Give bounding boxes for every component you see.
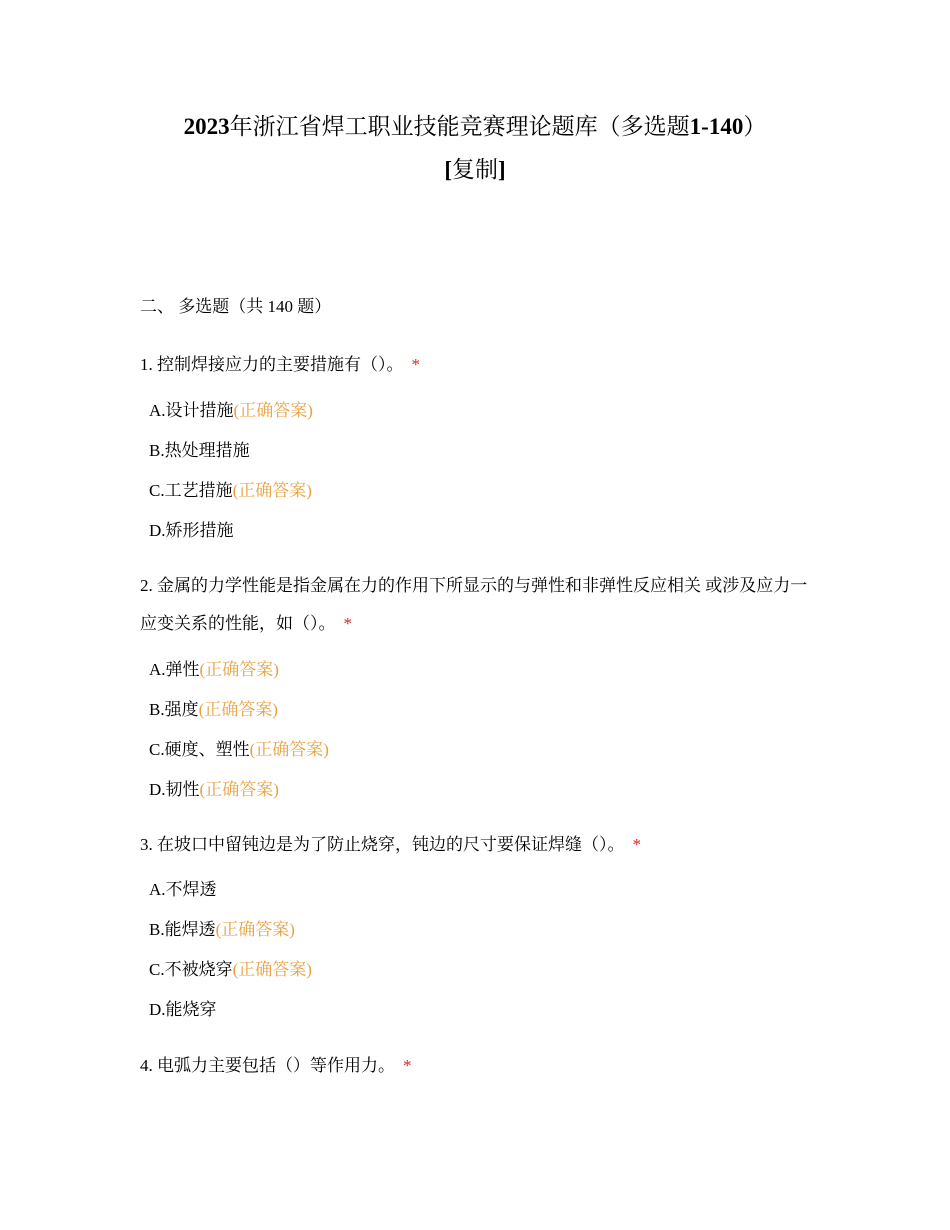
title-year: 2023 [183,114,230,139]
question-3 [140,826,810,864]
option-3c[interactable] [149,958,312,982]
question-2 [140,567,810,643]
correct-answer-tag: (正确答案) [199,780,279,799]
question-text: 4. 电弧力主要包括（）等作用力。 [140,1056,395,1075]
document-title [0,112,950,142]
section-heading: 二、 多选题（共 140 题） [140,297,332,316]
option-2c[interactable] [149,738,329,762]
title-copy-close: ] [498,157,506,182]
option-text: C.不被烧穿 [149,960,233,979]
option-text: D.韧性 [149,780,200,799]
required-mark: * [343,614,352,633]
question-text: 2. 金属的力学性能是指金属在力的作用下所显示的与弹性和非弹性反应相关 或涉及应力一应变关系的性能，如（）。 [140,576,808,633]
option-3a[interactable] [149,878,217,902]
question-1 [140,346,810,384]
question-text: 1. 控制焊接应力的主要措施有（）。 [140,355,404,374]
title-copy-text: 复制 [452,157,498,182]
option-text: A.设计措施 [149,401,234,420]
correct-answer-tag: (正确答案) [232,960,312,979]
required-mark: * [632,835,641,854]
option-text: A.弹性 [149,660,200,679]
option-1d[interactable] [149,519,234,543]
option-1c[interactable] [149,479,312,503]
option-1a[interactable] [149,399,313,423]
required-mark: * [403,1056,412,1075]
required-mark: * [411,355,420,374]
option-text: B.能焊透 [149,920,216,939]
option-2a[interactable] [149,658,279,682]
option-3d[interactable] [149,998,217,1022]
correct-answer-tag: (正确答案) [215,920,295,939]
title-range: 1-140 [689,114,744,139]
correct-answer-tag: (正确答案) [249,740,329,759]
question-4 [140,1047,810,1085]
title-copy-open: [ [444,157,452,182]
correct-answer-tag: (正确答案) [198,700,278,719]
document-title-copy [0,155,950,185]
correct-answer-tag: (正确答案) [232,481,312,500]
option-text: C.工艺措施 [149,481,233,500]
option-2b[interactable] [149,698,278,722]
correct-answer-tag: (正确答案) [199,660,279,679]
title-main: 年浙江省焊工职业技能竞赛理论题库（多选题 [229,114,690,139]
option-text: C.硬度、塑性 [149,740,250,759]
option-text: D.能烧穿 [149,1000,217,1019]
option-text: D.矫形措施 [149,521,234,540]
option-text: B.热处理措施 [149,441,250,460]
option-3b[interactable] [149,918,295,942]
option-text: A.不焊透 [149,880,217,899]
option-2d[interactable] [149,778,279,802]
option-1b[interactable] [149,439,250,463]
question-text: 3. 在坡口中留钝边是为了防止烧穿，钝边的尺寸要保证焊缝（）。 [140,835,625,854]
title-close: ） [743,114,767,139]
option-text: B.强度 [149,700,199,719]
correct-answer-tag: (正确答案) [233,401,313,420]
